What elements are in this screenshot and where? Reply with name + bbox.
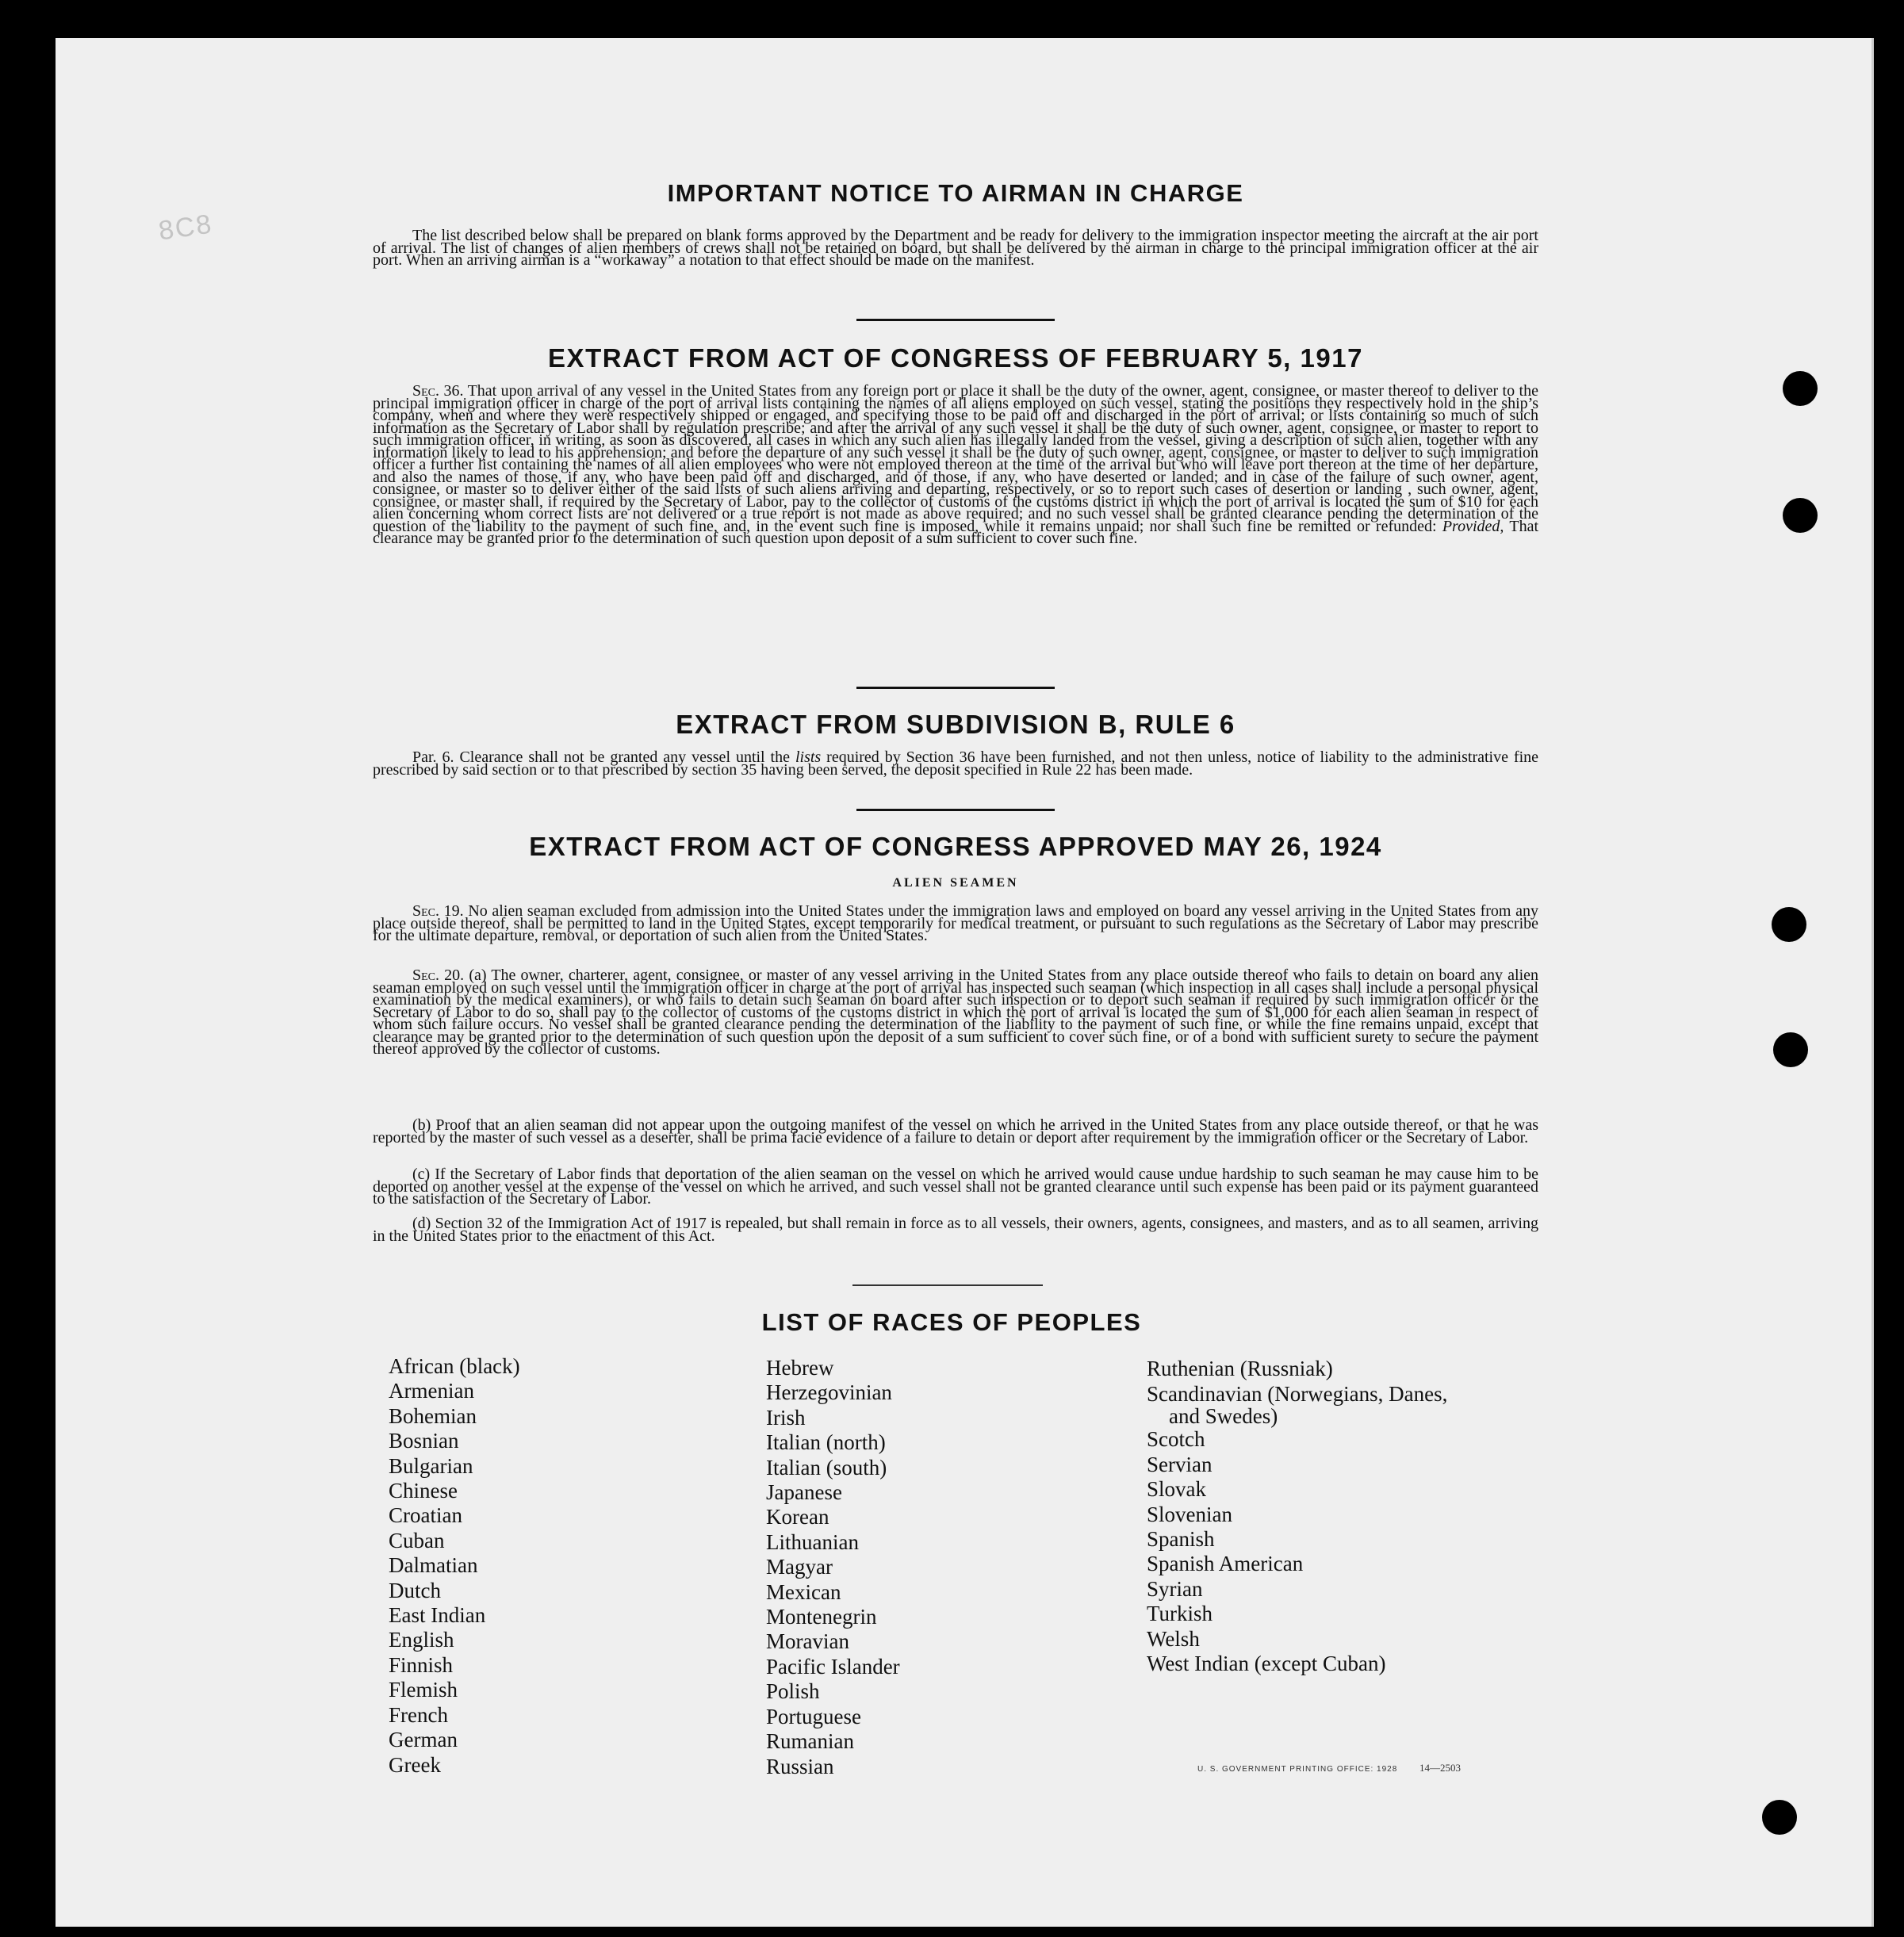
lists-word: lists	[795, 748, 822, 766]
races-title: LIST OF RACES OF PEOPLES	[761, 1308, 1142, 1336]
margin-stamp-mark: 8C8	[156, 209, 215, 247]
race-item: Hebrew	[766, 1356, 834, 1380]
race-item: Scotch	[1147, 1427, 1205, 1452]
race-item: Bohemian	[389, 1403, 477, 1428]
race-item: Flemish	[389, 1678, 458, 1702]
race-item: Slovenian	[1147, 1502, 1232, 1526]
punch-hole	[1773, 1032, 1808, 1067]
section-36-text-end: That clearance may be granted prior to the determination of such question upon deposit of a sum sufficient to cover such fine.	[373, 517, 1539, 547]
race-item: Bosnian	[389, 1429, 459, 1453]
race-item: Turkish	[1147, 1602, 1213, 1626]
races-column-1	[389, 1354, 520, 1778]
act-1924-title: EXTRACT FROM ACT OF CONGRESS APPROVED MAY 26, 1924	[529, 832, 1382, 861]
act-1917-title: EXTRACT FROM ACT OF CONGRESS OF FEBRUARY 5, 1917	[548, 343, 1363, 373]
section-20c-text: (c) If the Secretary of Labor finds that deportation of the alien seaman on the vessel on which he arrived would cause undue hardship to such seaman he may cause him to be deported on another vessel at the expense of the vessel on which he arrived, and such vessel shall not be granted clearance until such expense has been paid or its payment guaranteed to the satisfaction of the Secretary of Labor.	[373, 1166, 1538, 1208]
printer-imprint: U. S. GOVERNMENT PRINTING OFFICE: 1928	[1197, 1765, 1398, 1774]
race-item: Spanish American	[1147, 1552, 1304, 1576]
section-20d	[373, 1215, 1538, 1245]
race-item: Russian	[766, 1754, 834, 1778]
race-item: Mexican	[766, 1579, 841, 1604]
divider	[856, 319, 1055, 321]
notice-text: The list described below shall be prepared on blank forms approved by the Department and be ready for delivery to the immigration inspector meeting the aircraft at the air port of arrival. The list of changes of alien members of crews shall not be retained on board, but shall be delivered by the airman in charge to the principal immigration officer at the air port. When an arriving airman is a “workaway” a notation to that effect should be made on the manifest.	[373, 227, 1538, 269]
race-item: Portuguese	[766, 1704, 861, 1728]
race-item: Servian	[1147, 1452, 1213, 1476]
section-20d-text: (d) Section 32 of the Immigration Act of 1917 is repealed, but shall remain in force as to all vessels, their owners, agents, consignees, and masters, and as to all seamen, arriving in the United States prior to the enactment of this Act.	[373, 1215, 1538, 1245]
race-item: German	[389, 1728, 458, 1752]
form-number: 14—2503	[1419, 1762, 1461, 1774]
act-1917-body	[373, 382, 1539, 547]
race-item: English	[389, 1628, 454, 1652]
race-item: East Indian	[389, 1603, 486, 1628]
race-item-line: Scandinavian (Norwegians, Danes,	[1147, 1382, 1448, 1407]
divider	[856, 809, 1055, 811]
race-item: Pacific Islander	[766, 1654, 900, 1679]
race-item: Welsh	[1147, 1626, 1200, 1651]
race-item: Italian (south)	[766, 1455, 887, 1480]
race-item: Herzegovinian	[766, 1380, 892, 1405]
divider	[852, 1284, 1043, 1286]
provided-word: Provided,	[1442, 517, 1504, 535]
rule-6-title: EXTRACT FROM SUBDIVISION B, RULE 6	[676, 710, 1235, 739]
race-item: Syrian	[1147, 1576, 1203, 1601]
race-item: Dutch	[389, 1578, 441, 1602]
race-item: Moravian	[766, 1629, 849, 1654]
alien-seamen-subtitle: ALIEN SEAMEN	[892, 876, 1019, 890]
race-item: Bulgarian	[389, 1453, 473, 1478]
section-19-text: No alien seaman excluded from admission into the United States under the immigration laws and employed on board any vessel arriving in the United States from any place outside thereof, shall be permitted to land in the United States, except temporarily for medical treatment, or pursuant to such regulations as the Secretary of Labor may prescribe for the ultimate departure, removal, or deportation of such alien from the United States.	[373, 902, 1539, 944]
race-item: Dalmatian	[389, 1553, 478, 1578]
race-item: Irish	[766, 1405, 806, 1430]
race-item: Chinese	[389, 1479, 458, 1503]
race-item-line: and Swedes)	[1169, 1404, 1278, 1429]
punch-hole	[1762, 1800, 1797, 1835]
rule-6-text-end: required by Section 36 have been furnished, and not then unless, notice of liability to the administrative fine prescribed by said section or to that prescribed by section 35 having been served, the deposit specified in Rule 22 has been made.	[373, 748, 1539, 779]
race-item: Polish	[766, 1679, 820, 1704]
punch-hole	[1783, 498, 1818, 533]
races-column-3	[1147, 1357, 1447, 1676]
section-36-text: That upon arrival of any vessel in the United States from any foreign port or place it shall be the duty of the owner, agent, consignee, or master thereof to deliver to the principal immigration officer in charge of the port of arrival lists containing the names of all aliens employed on such vessel, stating the positions they respectively hold in the ship’s company, when and where they were respectively shipped or engaged, and specifying those to be paid off and discharged in the port of arrival; or lists containing so much of such information as the Secretary of Labor shall by regulation prescribe; and after the arrival of any such vessel it shall be the duty of such owner, agent, consignee, or master to report to such immigration officer, in writing, as soon as discovered, all cases in which any such alien has illegally landed from the vessel, giving a description of such alien, together with any information likely to lead to his apprehension; and before the departure of any such vessel it shall be the duty of such owner, agent, consignee, or master to deliver to such immigration officer a further list containing the names of all alien employees who were not employed thereon at the time of the arrival but who will leave port thereon at the time of her departure, and also the names of those, if any, who have been paid off and discharged, and of those, if any, who have deserted or landed; and in case of the failure of such owner, agent, consignee, or master so to deliver either of the said lists of such aliens arriving and departing, respectively, or so to report such cases of desertion or landing , such owner, agent, consignee, or master shall, if required by the Secretary of Labor, pay to the collector of customs of the customs district in which the port of arrival is located the sum of $10 for each alien concerning whom correct lists are not delivered or a true report is not made as above required; and no such vessel shall be granted clearance pending the determination of the question of the liability to the payment of such fine, and, in the event such fine is imposed, while it remains unpaid; nor shall such fine be remitted or refunded:	[373, 382, 1538, 535]
rule-6-text: Par. 6. Clearance shall not be granted any vessel until the	[412, 748, 790, 766]
race-item: Japanese	[766, 1480, 842, 1505]
section-36-label: Sec. 36.	[412, 382, 464, 400]
section-20b-text: (b) Proof that an alien seaman did not appear upon the outgoing manifest of the vessel on which he arrived in the United States from any place outside thereof, or that he was reported by the master of such vessel as a deserter, shall be prima facie evidence of a failure to detain or deport after requirement by the immigration officer or the Secretary of Labor.	[373, 1116, 1538, 1147]
notice-title: IMPORTANT NOTICE TO AIRMAN IN CHARGE	[667, 179, 1244, 207]
race-item: French	[389, 1702, 448, 1727]
race-item: Greek	[389, 1752, 441, 1777]
section-19-label: Sec. 19.	[412, 902, 464, 920]
race-item-scandinavian	[1147, 1381, 1447, 1427]
race-item: Armenian	[389, 1379, 474, 1403]
section-20a-text: (a) The owner, charterer, agent, consignee, or master of any vessel arriving in the United States from any place outside thereof who fails to detain on board any alien seaman employed on such vessel until the immigration officer in charge at the port of arrival has inspected such seaman (which inspection in all cases shall include a personal physical examination by the medical examiners), or who fails to detain such seaman on board after such inspection or to deport such seaman if required by such immigration officer or the Secretary of Labor to do so, shall pay to the collector of customs of the customs district in which the port of arrival is located the sum of $1,000 for each alien seaman in respect of whom such failure occurs. No vessel shall be granted clearance pending the determination of the liability to the payment of such fine, or while the fine remains unpaid, except that clearance may be granted prior to the determination of such question upon the deposit of a sum sufficient to cover such fine, or of a bond with sufficient surety to secure the payment thereof approved by the collector of customs.	[373, 967, 1538, 1058]
race-item: Korean	[766, 1505, 829, 1529]
race-item: Magyar	[766, 1555, 833, 1579]
race-item: Finnish	[389, 1652, 454, 1677]
race-item: Ruthenian (Russniak)	[1147, 1357, 1333, 1380]
section-20-label: Sec. 20.	[412, 967, 465, 984]
race-item: Italian (north)	[766, 1430, 886, 1455]
race-item: Rumanian	[766, 1729, 854, 1754]
punch-hole	[1783, 371, 1818, 406]
races-column-2	[766, 1356, 900, 1779]
section-20a	[373, 967, 1538, 1058]
race-item: African (black)	[389, 1354, 520, 1378]
notice-body	[373, 227, 1538, 269]
divider	[856, 687, 1055, 689]
race-item: Cuban	[389, 1528, 445, 1552]
section-19	[373, 902, 1539, 944]
race-item: West Indian (except Cuban)	[1147, 1652, 1386, 1676]
punch-hole	[1772, 907, 1806, 942]
section-20b	[373, 1116, 1538, 1147]
rule-6-body	[373, 748, 1539, 779]
section-20c	[373, 1166, 1538, 1208]
race-item: Lithuanian	[766, 1529, 859, 1554]
race-item: Spanish	[1147, 1527, 1215, 1552]
race-item: Croatian	[389, 1503, 462, 1528]
race-item: Montenegrin	[766, 1605, 877, 1629]
race-item: Slovak	[1147, 1477, 1207, 1502]
